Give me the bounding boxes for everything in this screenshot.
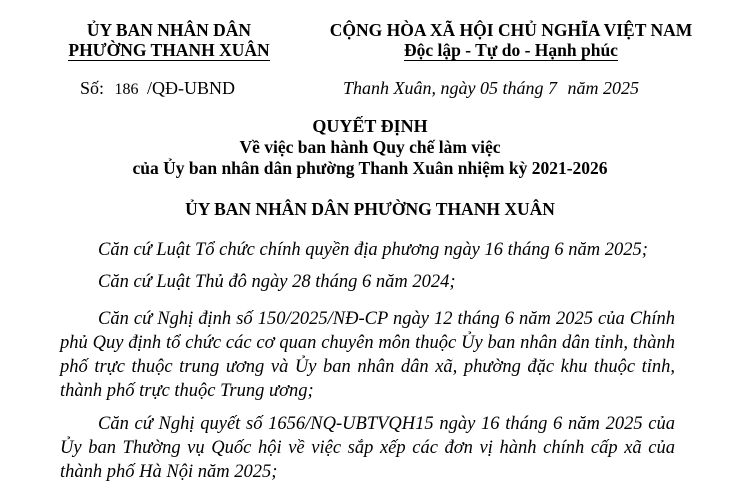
date-month-label: tháng — [502, 78, 544, 98]
doc-number-value: 186 — [114, 81, 139, 98]
date-day: 05 — [480, 78, 498, 98]
date-year: 2025 — [603, 78, 640, 98]
document-number — [80, 78, 235, 99]
date-month: 7 — [548, 78, 558, 98]
doc-number-suffix: /QĐ-UBND — [147, 78, 236, 98]
doc-number-label: Số: — [80, 78, 105, 98]
issuing-body-line1: ỦY BAN NHÂN DÂN — [86, 20, 252, 40]
national-motto-text: Độc lập - Tự do - Hạnh phúc — [404, 40, 618, 60]
issuing-body-name: PHƯỜNG THANH XUÂN — [68, 40, 270, 60]
document-subject-line1: Về việc ban hành Quy chế làm việc — [239, 137, 501, 157]
issuing-body-line2 — [58, 40, 280, 61]
legal-basis-paragraph: Căn cứ Nghị định số 150/2025/NĐ-CP ngày 12 tháng 6 năm 2025 của Chính phủ Quy định tổ chức các cơ quan chuyên môn thuộc Ủy ban nhân dân tỉnh, thành phố trực thuộc trung ương và Ủy ban nhân dân xã, phường đặc khu thuộc tỉnh, thành phố trực thuộc Trung ương; — [60, 309, 675, 401]
legal-basis-paragraph: Căn cứ Luật Thủ đô ngày 28 tháng 6 năm 2024; — [98, 272, 456, 292]
national-title: CỘNG HÒA XÃ HỘI CHỦ NGHĨA VIỆT NAM — [329, 20, 693, 40]
date-prefix: Thanh Xuân, ngày — [343, 78, 476, 98]
place-date — [343, 78, 639, 99]
authority-heading: ỦY BAN NHÂN DÂN PHƯỜNG THANH XUÂN — [185, 199, 555, 219]
document-title: QUYẾT ĐỊNH — [312, 116, 428, 136]
legal-basis-paragraph: Căn cứ Nghị quyết số 1656/NQ-UBTVQH15 ngày 16 tháng 6 năm 2025 của Ủy ban Thường vụ Quốc hội về việc sắp xếp các đơn vị hành chính cấp xã của thành phố Hà Nội năm 2025; — [60, 414, 675, 482]
document-subject-line2: của Ủy ban nhân dân phường Thanh Xuân nhiệm kỳ 2021-2026 — [132, 158, 608, 178]
date-year-label: năm — [567, 78, 599, 98]
legal-basis-paragraph: Căn cứ Luật Tổ chức chính quyền địa phương ngày 16 tháng 6 năm 2025; — [98, 240, 648, 260]
national-motto — [316, 40, 706, 61]
